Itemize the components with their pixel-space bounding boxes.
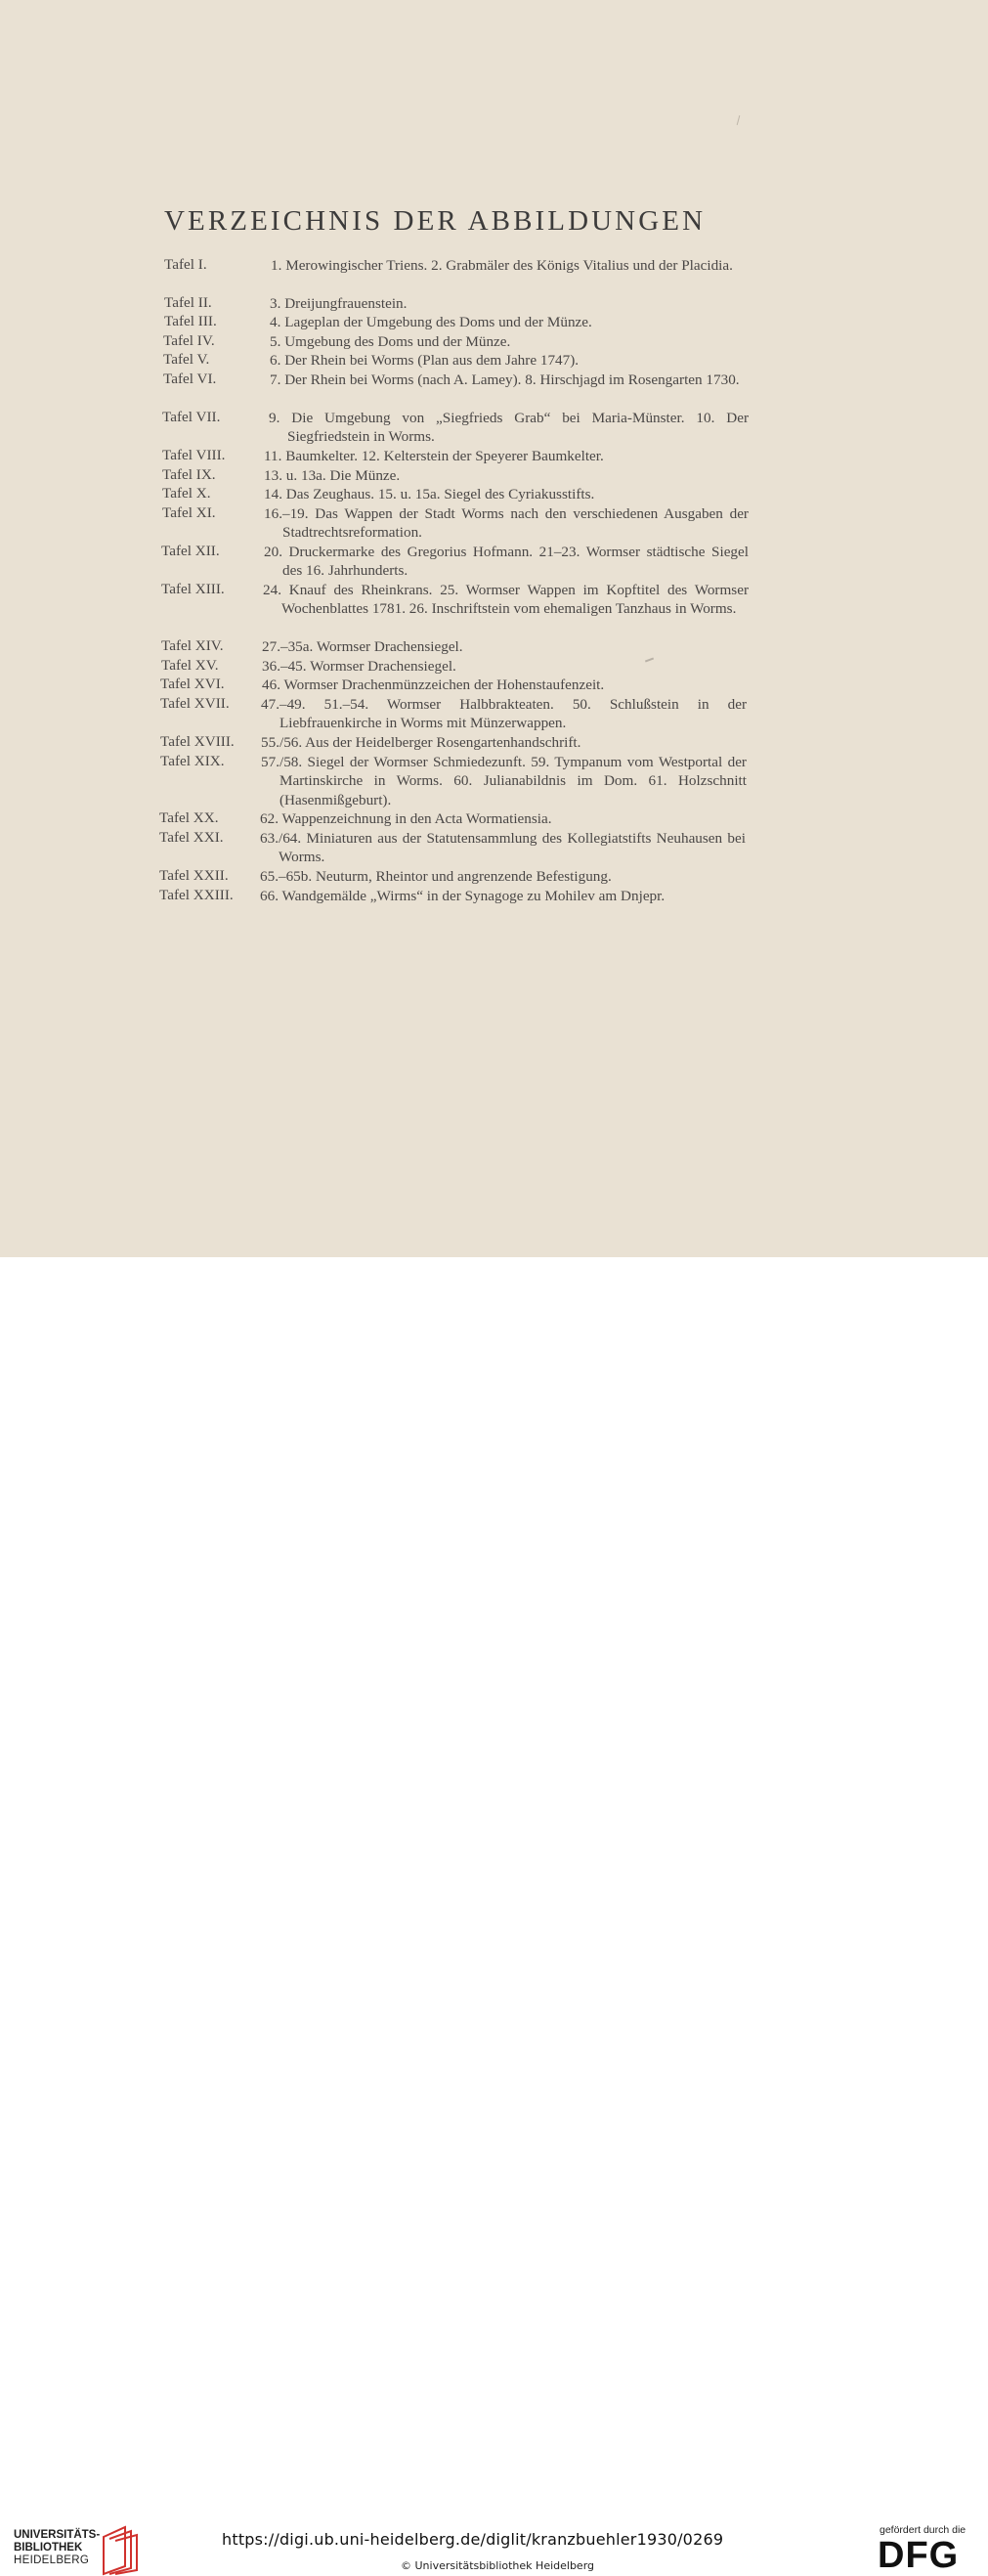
library-book-icon [100, 2523, 139, 2576]
entry-description: 4. Lageplan der Umgebung des Doms und der Münze. [270, 314, 592, 330]
plate-label: Tafel XXII. [159, 867, 229, 884]
library-name-line: HEIDELBERG [14, 2554, 90, 2566]
entry-description: 24. Knauf des Rheinkrans. 25. Wormser Wappen im Kopftitel des Wormser Wochenblattes 1781. 26. Inschriftstein vom ehemaligen Tanzhaus in Worms. [263, 582, 749, 618]
entry-description: 62. Wappenzeichnung in den Acta Wormatiensia. [260, 810, 552, 827]
figure-list [0, 0, 988, 1257]
plate-label: Tafel XVI. [160, 676, 225, 692]
permalink-url[interactable]: https://digi.ub.uni-heidelberg.de/diglit/kranzbuehler1930/0269 [222, 2530, 724, 2549]
entry-description: 16.–19. Das Wappen der Stadt Worms nach den verschiedenen Ausgaben der Stadtrechtsreformation. [264, 505, 749, 542]
plate-label: Tafel IX. [162, 466, 216, 483]
plate-label: Tafel XI. [162, 504, 216, 521]
plate-label: Tafel XIII. [161, 581, 225, 597]
entry-description: 20. Druckermarke des Gregorius Hofmann. 21–23. Wormser städtische Siegel des 16. Jahrhunderts. [264, 544, 749, 580]
entry-description: 1. Merowingischer Triens. 2. Grabmäler des Königs Vitalius und der Placidia. [271, 257, 733, 274]
funding-caption: gefördert durch die [880, 2524, 967, 2536]
entry-description: 66. Wandgemälde „Wirms“ in der Synagoge zu Mohilev am Dnjepr. [260, 888, 666, 904]
plate-label: Tafel VIII. [162, 447, 226, 463]
entry-description: 27.–35a. Wormser Drachensiegel. [262, 638, 463, 655]
viewer-footer [0, 1257, 988, 2576]
plate-label: Tafel XVII. [160, 695, 230, 712]
entry-description: 11. Baumkelter. 12. Kelterstein der Speyerer Baumkelter. [264, 448, 604, 464]
plate-label: Tafel XV. [161, 657, 219, 674]
entry-description: 65.–65b. Neuturm, Rheintor und angrenzende Befestigung. [260, 868, 612, 885]
scanned-page [0, 0, 988, 1257]
page-title: VERZEICHNIS DER ABBILDUNGEN [164, 205, 707, 237]
copyright-notice: © Universitätsbibliothek Heidelberg [401, 2559, 595, 2572]
entry-description: 55./56. Aus der Heidelberger Rosengartenhandschrift. [261, 734, 581, 751]
plate-label: Tafel XIX. [160, 753, 225, 769]
plate-label: Tafel XXIII. [159, 887, 234, 903]
plate-label: Tafel VI. [163, 371, 217, 387]
plate-label: Tafel V. [163, 351, 210, 368]
plate-label: Tafel X. [162, 485, 211, 502]
entry-description: 13. u. 13a. Die Münze. [264, 467, 401, 484]
plate-label: Tafel XXI. [159, 829, 224, 846]
plate-label: Tafel VII. [162, 409, 221, 425]
plate-label: Tafel XIV. [161, 637, 224, 654]
library-logo-text [14, 2529, 100, 2567]
entry-description: 63./64. Miniaturen aus der Statutensammlung des Kollegiatstifts Neuhausen bei Worms. [260, 830, 746, 866]
plate-label: Tafel III. [164, 313, 217, 329]
plate-label: Tafel XVIII. [160, 733, 235, 750]
plate-label: Tafel XII. [161, 543, 220, 559]
entry-description: 36.–45. Wormser Drachensiegel. [262, 658, 456, 675]
plate-label: Tafel II. [164, 294, 212, 311]
entry-description: 14. Das Zeughaus. 15. u. 15a. Siegel des Cyriakusstifts. [264, 486, 595, 502]
entry-description: 3. Dreijungfrauenstein. [270, 295, 408, 312]
entry-description: 9. Die Umgebung von „Siegfrieds Grab“ bei Maria-Münster. 10. Der Siegfriedstein in Worms. [269, 410, 749, 446]
entry-description: 6. Der Rhein bei Worms (Plan aus dem Jahre 1747). [270, 352, 580, 369]
entry-description: 47.–49. 51.–54. Wormser Halbbrakteaten. 50. Schlußstein in der Liebfrauenkirche in Worms mit Münzerwappen. [261, 696, 747, 732]
library-name-line: BIBLIOTHEK [14, 2542, 83, 2554]
plate-label: Tafel IV. [163, 332, 215, 349]
entry-description: 7. Der Rhein bei Worms (nach A. Lamey). 8. Hirschjagd im Rosengarten 1730. [270, 371, 740, 388]
entry-description: 5. Umgebung des Doms und der Münze. [270, 333, 511, 350]
plate-label: Tafel XX. [159, 809, 219, 826]
entry-description: 57./58. Siegel der Wormser Schmiedezunft. 59. Tympanum vom Westportal der Martinskirche in Worms. 60. Julianabildnis im Dom. 61. Holzschnitt (Hasenmißgeburt). [261, 754, 747, 808]
plate-label: Tafel I. [164, 256, 207, 273]
dfg-logo: DFG [878, 2535, 960, 2576]
entry-description: 46. Wormser Drachenmünzzeichen der Hohenstaufenzeit. [262, 677, 605, 693]
library-name-line: UNIVERSITÄTS- [14, 2529, 101, 2541]
